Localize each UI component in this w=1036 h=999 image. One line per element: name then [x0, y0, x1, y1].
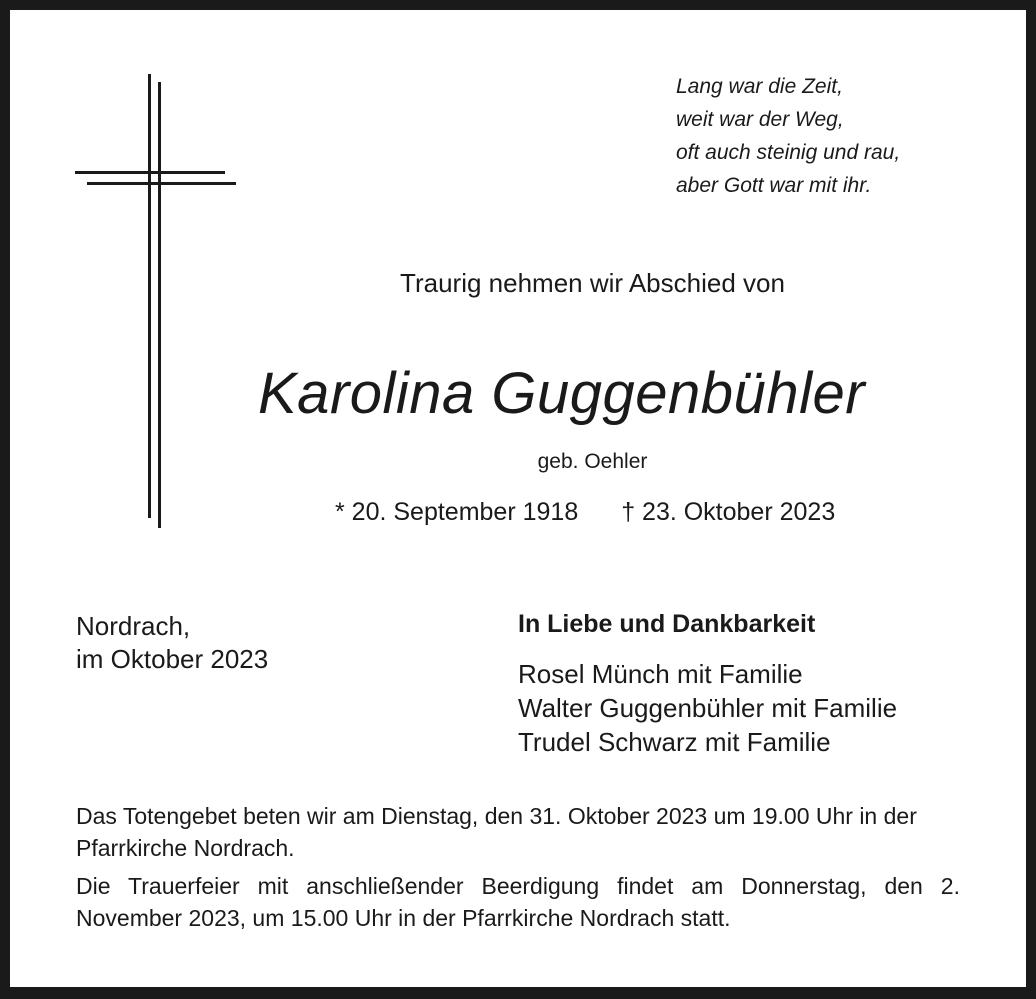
- mourner-name: Trudel Schwarz mit Familie: [518, 727, 831, 757]
- poem-line: aber Gott war mit ihr.: [676, 174, 872, 197]
- place-line: im Oktober 2023: [76, 644, 269, 674]
- mourner-name: Rosel Münch mit Familie: [518, 659, 803, 689]
- birth-date: * 20. September 1918: [335, 498, 579, 526]
- cross-horizontal-line: [75, 171, 225, 174]
- poem-line: Lang war die Zeit,: [676, 75, 843, 98]
- life-dates: [335, 498, 835, 527]
- birth-name: geb. Oehler: [537, 450, 648, 473]
- mourner-name: Walter Guggenbühler mit Familie: [518, 693, 898, 723]
- mourners-title: In Liebe und Dankbarkeit: [518, 610, 816, 638]
- funeral-notice: Die Trauerfeier mit anschließender Beerdigung findet am Donnerstag, den 2. November 2023, um 15.00 Uhr in der Pfarrkirche Nordrach statt.: [76, 873, 960, 931]
- death-date: † 23. Oktober 2023: [621, 498, 836, 526]
- poem-line: weit war der Weg,: [676, 108, 844, 131]
- intro-text: Traurig nehmen wir Abschied von: [400, 268, 785, 298]
- place-line: Nordrach,: [76, 611, 191, 641]
- mourners-list: [518, 657, 897, 759]
- prayer-notice: Das Totengebet beten wir am Dienstag, den 31. Oktober 2023 um 19.00 Uhr in der Pfarrkirche Nordrach.: [76, 803, 917, 861]
- poem: [676, 70, 900, 202]
- deceased-name: Karolina Guggenbühler: [258, 361, 866, 426]
- poem-line: oft auch steinig und rau,: [676, 141, 901, 164]
- cross-horizontal-line: [87, 182, 236, 185]
- place-date: [76, 610, 268, 676]
